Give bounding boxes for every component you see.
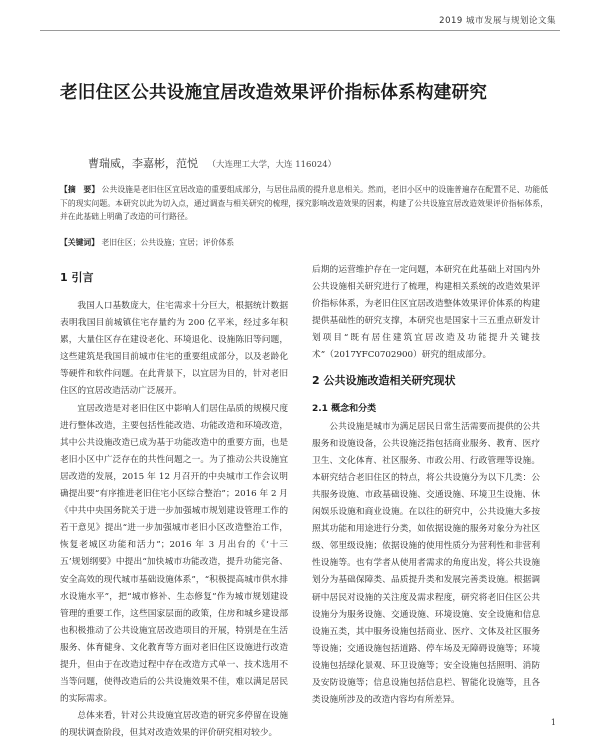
- page-number: 1: [550, 718, 556, 727]
- header-divider: [40, 30, 560, 31]
- author-line: [88, 155, 336, 171]
- subsection-heading-concept: 2.1 概念和分类: [312, 403, 377, 414]
- keywords-label: 【关键词】: [60, 238, 99, 247]
- keywords: [60, 236, 548, 249]
- intro-paragraph-1: 我国人口基数庞大，住宅需求十分巨大，根据统计数据表明我国目前城镇住宅存量约为 200 亿平米，经过多年积累，大量住区存在建设老化、环境退化、设施陈旧等问题，这些建筑是我国目前城市住宅的重要组成部分，以及老龄化等硬件和软件问题。在此背景下，以宜居为目的，针对老旧住区的宜居改造活动广泛展开。: [60, 301, 288, 397]
- section-heading-intro: 1 引言: [60, 271, 94, 284]
- paper-title: 老旧住区公共设施宜居改造效果评价指标体系构建研究: [60, 83, 488, 103]
- abstract-label: 【摘 要】: [60, 185, 100, 194]
- abstract-text: 公共设施是老旧住区宜居改造的重要组成部分，与居住品质的提升息息相关。然而，老旧小区中的设施普遍存在配置不足、功能低下的现实问题。本研究以此为切入点，通过调查与相关研究的梳理，探究影响改造效果的因素，构建了公共设施宜居改造效果评价指标体系，并在此基础上明确了改造的可行路径。: [60, 185, 548, 222]
- left-column: [60, 262, 288, 739]
- abstract: [60, 183, 548, 224]
- intro-paragraph-2: 宜居改造是对老旧住区中影响人们居住品质的规模尺度进行整体改造，主要包括性能改造、功能改造和环境改造，其中公共设施改造已成为基于功能改造中的重要方面，也是老旧小区中广泛存在的共性问题之一。为了推动公共设施宜居改造的发展，2015 年 12 月召开的中央城市工作会议明确提出要“有序推进老旧住宅小区综合整治”；2016 年 2 月《中共中央国务院关于进一步加强城市规划建设管理工作的若干意见》提出“进一步加强城市老旧小区改造整治工作，恢复老城区功能和活力”；2016 年 3 月出台的《‘十三五’规划纲要》中提出“加快城市功能改造，提升功能完备、安全高效的现代城市基础设施体系”，“积极提高城市供水排水设施水平”，把“城市修补、生态修复”作为城市规划建设管理的重要工作，这些国家层面的政策，住房和城乡建设部也积极推动了公共设施宜居改造项目的开展，特别是在生活服务、体育健身、文化教育等方面对老旧住区设施进行改造提升，但由于在改造过程中存在改造方式单一、技术选用不当等问题，使得改造后的公共设施效果不佳，难以满足居民的实际需求。: [60, 403, 288, 705]
- keywords-text: 老旧住区；公共设施；宜居；评价体系: [101, 238, 235, 247]
- section-heading-research-status: 2 公共设施改造相关研究现状: [312, 373, 456, 387]
- running-header: 2019 城市发展与规划论文集: [439, 16, 556, 26]
- intro-paragraph-3: 总体来看，针对公共设施宜居改造的研究多停留在设施的现状调查阶段，但其对改造效果的评价研究相对较少。: [60, 711, 288, 739]
- intro-paragraph-continued: 后期的运营维护存在一定问题，本研究在此基础上对国内外公共设施相关研究进行了梳理，构建相关系统的改造效果评价指标体系，为老旧住区宜居改造整体效果评价体系的构建提供基础性的研究支撑，本研究也是国家十三五重点研发计划项目“既有居住建筑宜居改造及功能提升关键技术”（2017YFC0702900）研究的组成部分。: [312, 265, 540, 361]
- concept-paragraph: 公共设施是城市为满足居民日常生活需要而提供的公共服务和设施设备，公共设施泛指包括商业服务、教育、医疗卫生、文化体育、社区服务、市政公用、行政管理等设施。本研究结合老旧住区的特点，将公共设施分为以下几类：公共服务设施、市政基础设施、交通设施、环境卫生设施、休闲娱乐设施和商业设施。在以往的研究中，公共设施大多按照其功能和用途进行分类，如依据设施的服务对象分为社区级、邻里级设施；依据设施的使用性质分为营利性和非营利性设施等。也有学者从使用者需求的角度出发，将公共设施划分为基础保障类、品质提升类和发展完善类设施。根据调研中居民对设施的关注度及需求程度，研究将老旧住区公共设施分为服务设施、交通设施、环境设施、安全设施和信息设施五类，其中服务设施包括商业、医疗、文体及社区服务等设施；交通设施包括道路、停车场及无障碍设施等；环境设施包括绿化景观、环卫设施等；安全设施包括照明、消防及安防设施等；信息设施包括信息栏、智能化设施等，且各类设施所涉及的改造内容均有所差异。: [312, 421, 540, 706]
- right-column: [312, 262, 540, 709]
- author-names: 曹瑞威，李嘉彬，范悦: [88, 157, 198, 170]
- author-affiliation: （大连理工大学，大连 116024）: [207, 160, 337, 170]
